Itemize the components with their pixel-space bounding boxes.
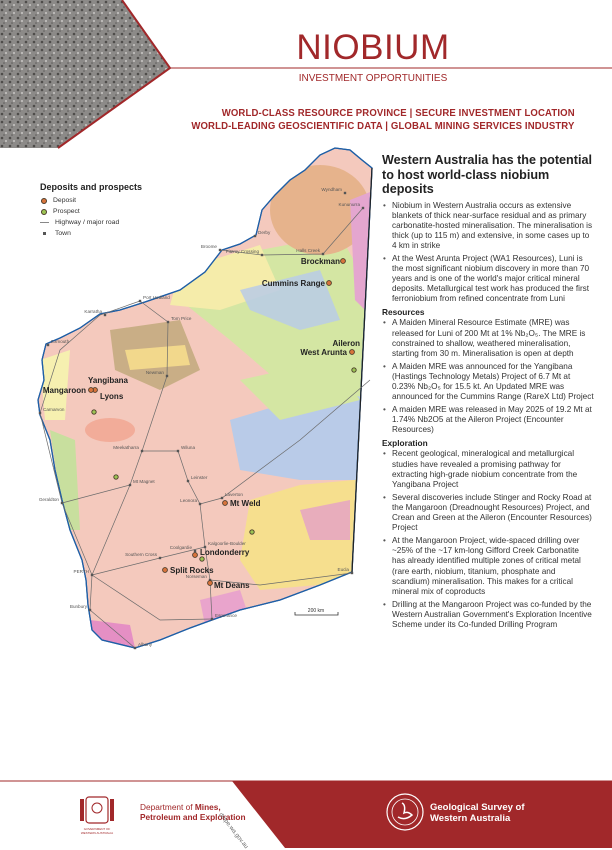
list-item: • A maiden MRE was released in May 2025 of 19.2 Mt at 1.74% Nb2O5 at the Aileron Project (Encounter Resources) [382, 405, 594, 435]
town-label: Leonora [180, 498, 197, 503]
deposit-marker [350, 350, 355, 355]
town-marker [134, 647, 136, 649]
list-item: • Several discoveries include Stinger and Rocky Road at the Mangaroon (Dreadnought Resources) Project, and Crean and Green at the Aileron (Encounter Resources) Project [382, 493, 594, 533]
town-marker [261, 254, 263, 256]
town-label: Meekatharra [113, 445, 139, 450]
deposit-label: Aileron [332, 339, 360, 348]
town-label: Wyndham [321, 187, 342, 192]
town-marker [219, 249, 221, 251]
legend-item-road: Highway / major road [40, 217, 142, 228]
svg-text:WESTERN AUSTRALIA: WESTERN AUSTRALIA [80, 831, 114, 835]
town-marker [199, 503, 201, 505]
town-label: Coolgardie [169, 545, 192, 550]
town-marker [141, 450, 143, 452]
deposit-label: Londonderry [200, 548, 250, 557]
deposit-label: Yangibana [87, 376, 129, 385]
town-marker [211, 618, 213, 620]
svg-text:GOVERNMENT OF: GOVERNMENT OF [83, 827, 111, 831]
deposit-marker [89, 388, 94, 393]
town-label: Exmouth [51, 339, 70, 344]
town-marker [351, 572, 353, 574]
town-label: Karratha [84, 309, 102, 314]
town-label: Wiluna [181, 445, 196, 450]
town-icon [43, 232, 46, 235]
prospect-icon [41, 209, 47, 215]
town-marker [61, 502, 63, 504]
town-marker [177, 450, 179, 452]
deposit-icon [41, 198, 47, 204]
intro-list [382, 201, 594, 305]
town-label: Geraldton [38, 497, 59, 502]
list-item: • Niobium in Western Australia occurs as extensive blankets of thick near-surface residual and as primary carbonatite-hosted mineralisation. The mineralisation is thick (up to 115 m) and extensive, in some cases up to 4 km in strike [382, 201, 594, 251]
town-label: Carnarvon [43, 407, 65, 412]
content-heading: Western Australia has the potential to host world-class niobium deposits [382, 153, 592, 196]
town-marker [159, 557, 161, 559]
town-label: Derby [258, 230, 271, 235]
town-marker [194, 550, 196, 552]
website-url[interactable]: dmpe.wa.gov.au [217, 812, 249, 850]
town-label: Fitzroy Crossing [225, 249, 259, 254]
deposit-label: Mt Deans [214, 581, 250, 590]
legend-item-prospect: Prospect [40, 206, 142, 217]
town-label: Mt Magnet [133, 479, 155, 484]
town-marker [47, 344, 49, 346]
deposit-label: Brockman [300, 257, 340, 266]
deposit-marker [327, 281, 332, 286]
list-item: • Recent geological, mineralogical and metallurgical studies have revealed a promising pathway for extracting high-grade niobium concentrate from the Yangibana Project [382, 449, 594, 489]
exploration-list [382, 449, 594, 630]
content-column [382, 153, 594, 633]
section-heading: Resources [382, 307, 425, 318]
legend-item-deposit: Deposit [40, 195, 142, 206]
town-marker [254, 235, 256, 237]
prospect-marker [92, 410, 96, 414]
map-legend [40, 182, 142, 239]
town-label: PERTH [73, 569, 89, 574]
tagline: WORLD-LEADING GEOSCIENTIFIC DATA | GLOBAL MINING SERVICES INDUSTRY [191, 121, 575, 132]
list-item: • At the West Arunta Project (WA1 Resources), Luni is the most significant niobium discovery in more than 70 years and is one of the world's major critical mineral deposits. Metallurgical test work has produced the first ferroniobium from refined concentrate from Luni [382, 254, 594, 304]
town-marker [91, 574, 93, 576]
road-icon [40, 222, 49, 223]
list-item: • Drilling at the Mangaroon Project was co-funded by the Western Australian Government's Exploration Incentive Scheme under its Co-funded Drilling Program [382, 600, 594, 630]
deposit-marker [341, 259, 346, 264]
deposit-label: Lyons [100, 392, 124, 401]
town-label: Esperance [215, 613, 237, 618]
town-label: Eucla [337, 567, 349, 572]
town-label: Southern Cross [125, 552, 157, 557]
scale-bar [295, 608, 338, 615]
town-label: Norseman [185, 574, 207, 579]
department-name: Department of Mines, Petroleum and Exploration [140, 802, 246, 822]
legend-item-town: Town [40, 228, 142, 239]
prospect-marker [200, 557, 204, 561]
town-marker [39, 412, 41, 414]
town-label: Newman [145, 370, 164, 375]
deposit-marker [208, 581, 213, 586]
town-marker [167, 321, 169, 323]
town-marker [104, 314, 106, 316]
legend-title: Deposits and prospects [40, 182, 143, 192]
town-label: Kununurra [338, 202, 360, 207]
scale-label: 200 km [307, 608, 325, 614]
deposit-label: Split Rocks [170, 566, 214, 575]
town-label: Leinster [191, 475, 208, 480]
town-label: Albany [138, 642, 153, 647]
resources-list [382, 318, 594, 435]
town-marker [362, 207, 364, 209]
town-marker [89, 609, 91, 611]
geology-map [0, 0, 380, 670]
deposit-label: Cummins Range [261, 279, 325, 288]
town-label: Laverton [225, 492, 243, 497]
prospect-marker [114, 475, 118, 479]
town-marker [166, 375, 168, 377]
tagline: WORLD-CLASS RESOURCE PROVINCE | SECURE INVESTMENT LOCATION [221, 108, 575, 119]
town-marker [129, 484, 131, 486]
town-label: Bunbury [69, 604, 87, 609]
deposit-marker [193, 553, 198, 558]
deposit-label: Mangaroon [42, 386, 86, 395]
section-heading: Exploration [382, 438, 428, 449]
town-marker [187, 480, 189, 482]
town-marker [139, 300, 141, 302]
town-marker [344, 192, 346, 194]
town-label: Broome [200, 244, 217, 249]
gswa-name: Geological Survey of Western Australia [430, 802, 525, 824]
town-label: Port Hedland [143, 295, 170, 300]
town-label: Kalgoorlie-Boulder [208, 541, 246, 546]
town-marker [221, 497, 223, 499]
wa-government-crest-icon [80, 797, 114, 835]
deposit-marker [163, 568, 168, 573]
list-item: • A Maiden Mineral Resource Estimate (MRE) was released for Luni of 200 Mt at 1% Nb₂O₅. The MRE is constrained to shallow, weathered mineralisation, starting from 30 m. Mineralisation is open at depth [382, 318, 594, 358]
deposit-label: West Arunta [300, 348, 347, 357]
deposit-marker [223, 501, 228, 506]
list-item: • At the Mangaroon Project, wide-spaced drilling over ~25% of the ~17 km-long Gifford Creek Carbonatite has already identified multiple zones of critical metal (rare earth, niobium, titanium, phosphate and scandium) mineralisation. This makes for a critical mineral mix of coproducts [382, 536, 594, 597]
page-title: NIOBIUM [296, 28, 450, 67]
page-subtitle: INVESTMENT OPPORTUNITIES [298, 73, 448, 84]
prospect-marker [352, 368, 356, 372]
list-item: • A Maiden MRE was announced for the Yangibana (Hastings Technology Metals) Project of 6.7 Mt at 0.23% Nb₂O₅ for 15.5 kt. An Updated MRE was announced for the Cummins Range (RareX Ltd) Project [382, 362, 594, 402]
deposit-label: Mt Weld [230, 499, 261, 508]
prospect-marker [250, 530, 254, 534]
town-label: Halls Creek [296, 248, 320, 253]
town-label: Tom Price [171, 316, 192, 321]
town-marker [322, 253, 324, 255]
